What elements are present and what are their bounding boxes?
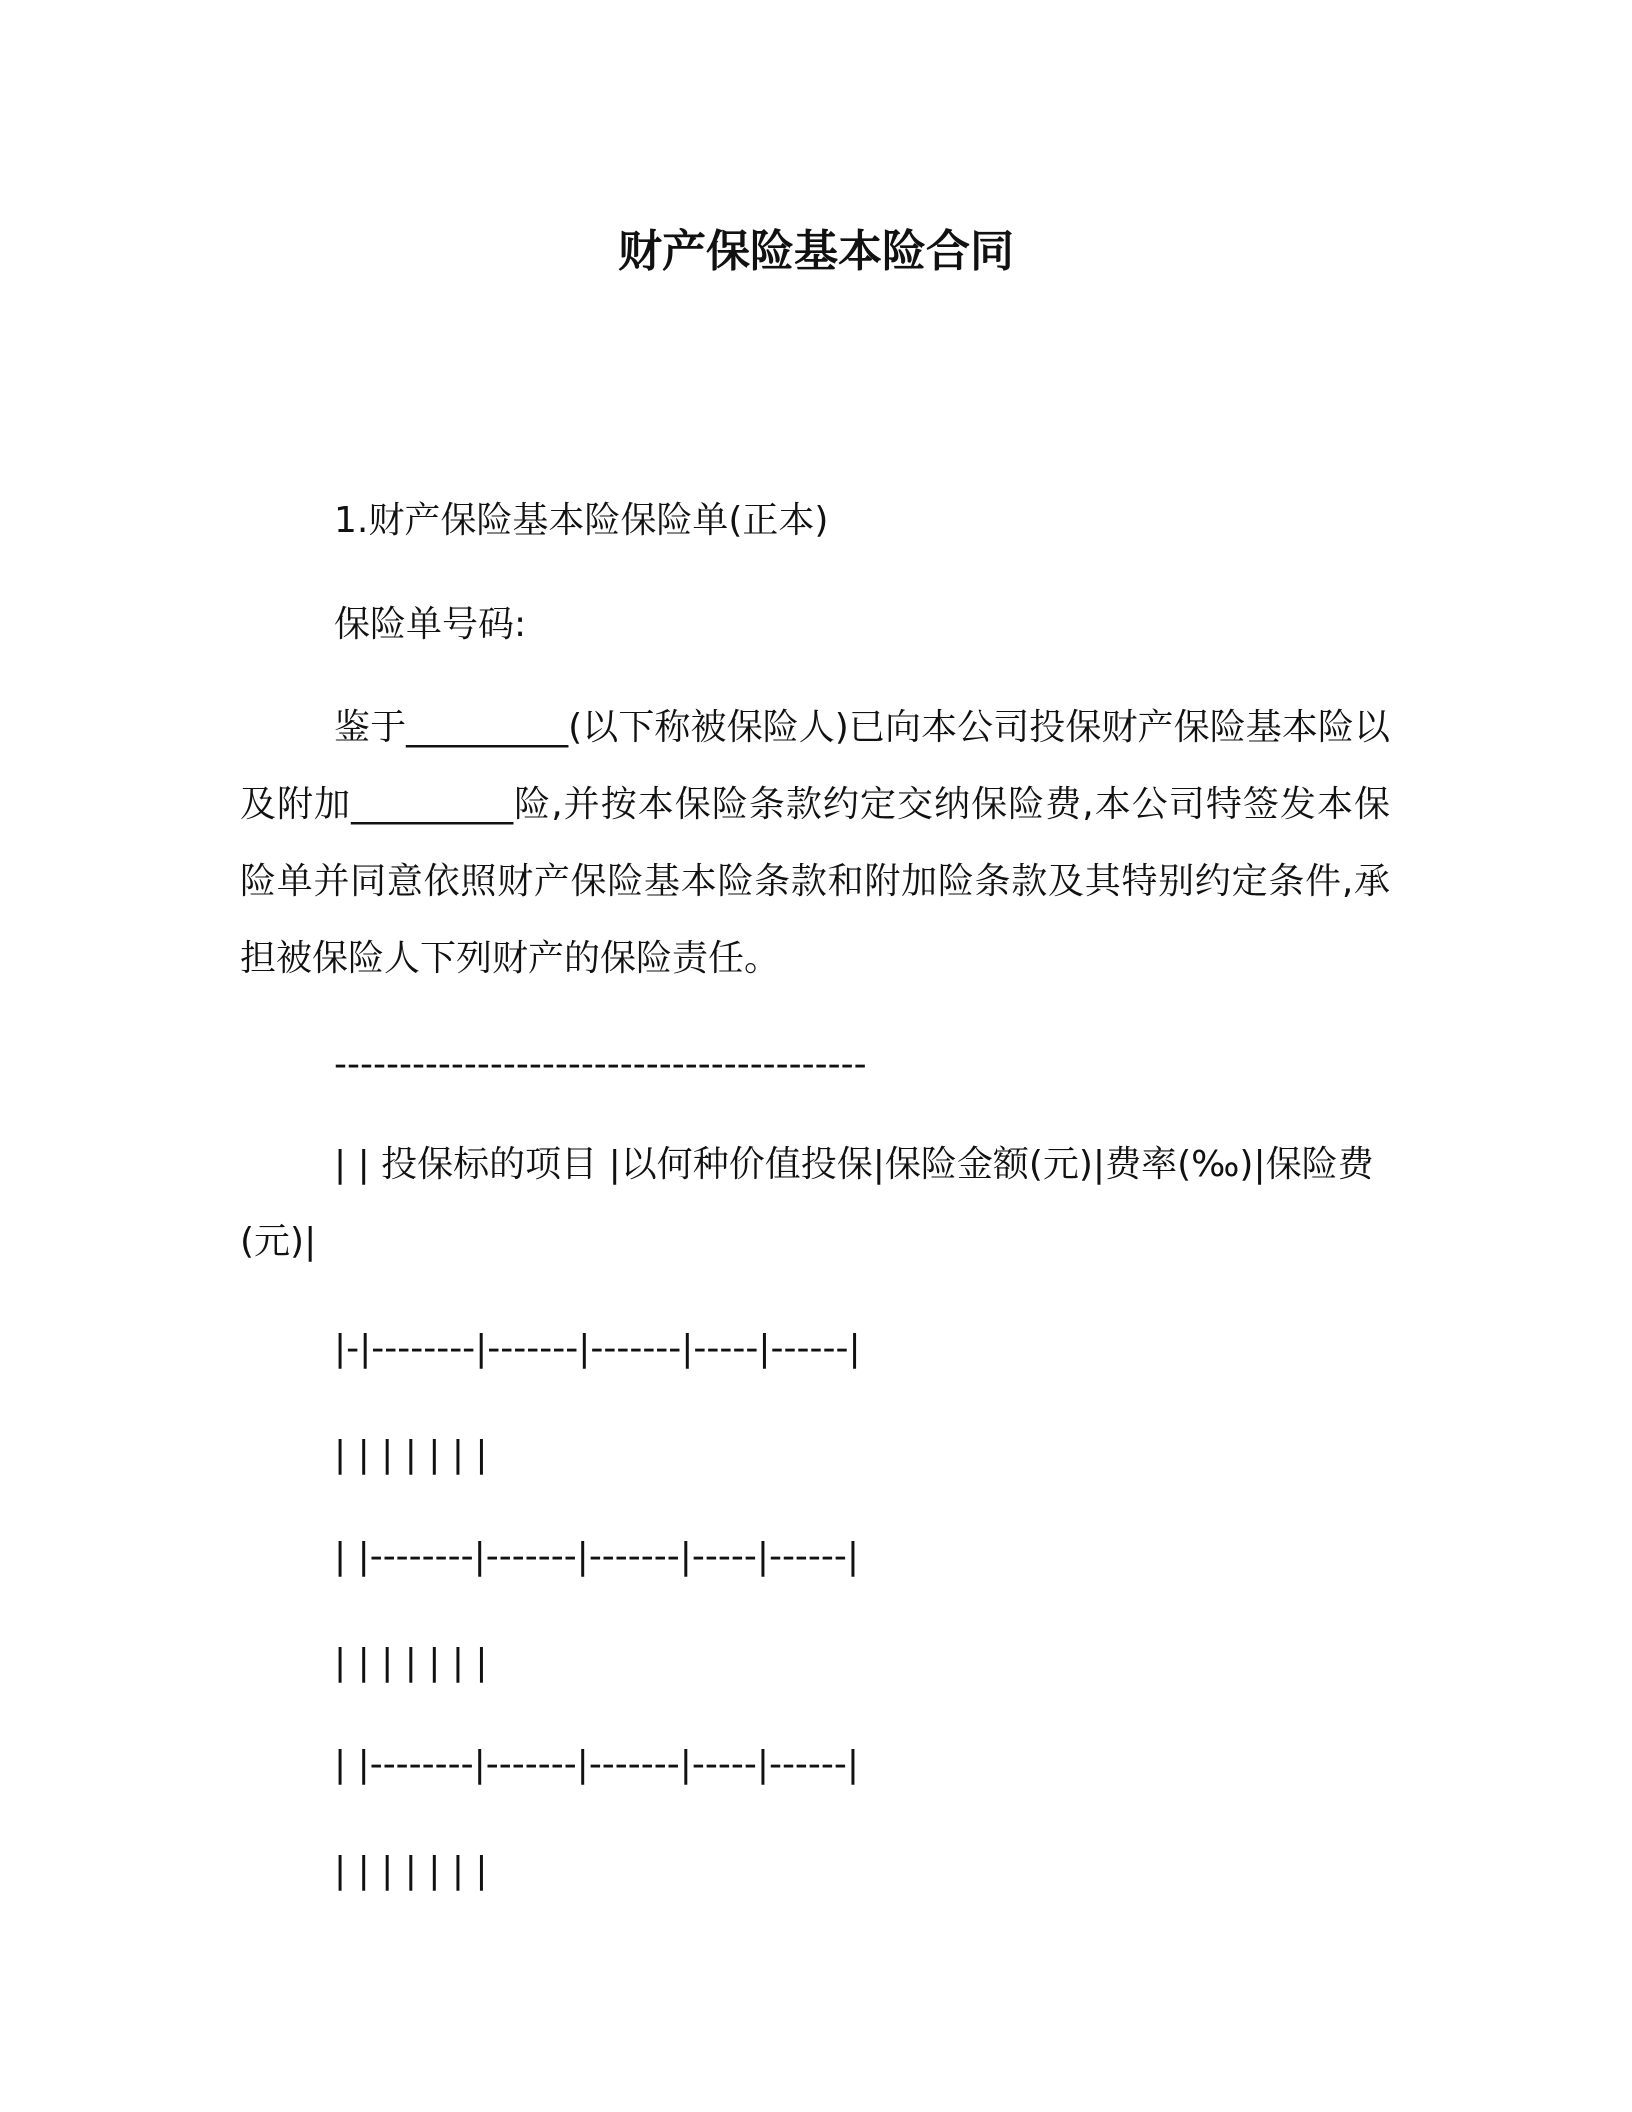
table-line: | | | | | | | — [334, 1642, 488, 1683]
table-line: | | | | | | | — [334, 1434, 488, 1475]
table-line: | |--------|-------|-------|-----|------| — [334, 1744, 860, 1785]
separator-line: ----------------------------------------- — [334, 1044, 867, 1085]
table-line: | |--------|-------|-------|-----|------| — [334, 1536, 860, 1577]
policy-number-label: 保险单号码: — [334, 604, 527, 645]
intro-paragraph: 鉴于_________(以下称被保险人)已向本公司投保财产保险基本险以及附加_________险,并按本保险条款约定交纳保险费,本公司特签发本保险单并同意依照财产保险基本险条款和附加险条款及其特别约定条件,承担被保险人下列财产的保险责任。 — [240, 707, 1390, 979]
table-line: |-|--------|-------|-------|-----|------| — [334, 1328, 861, 1369]
table-line: | | | | | | | — [334, 1850, 488, 1891]
document-title: 财产保险基本险合同 — [618, 226, 1014, 277]
table-header-row: | | 投保标的项目 |以何种价值投保|保险金额(元)|费率(‰)|保险费(元)| — [240, 1144, 1374, 1262]
section-heading: 1.财产保险基本险保险单(正本) — [334, 500, 829, 541]
